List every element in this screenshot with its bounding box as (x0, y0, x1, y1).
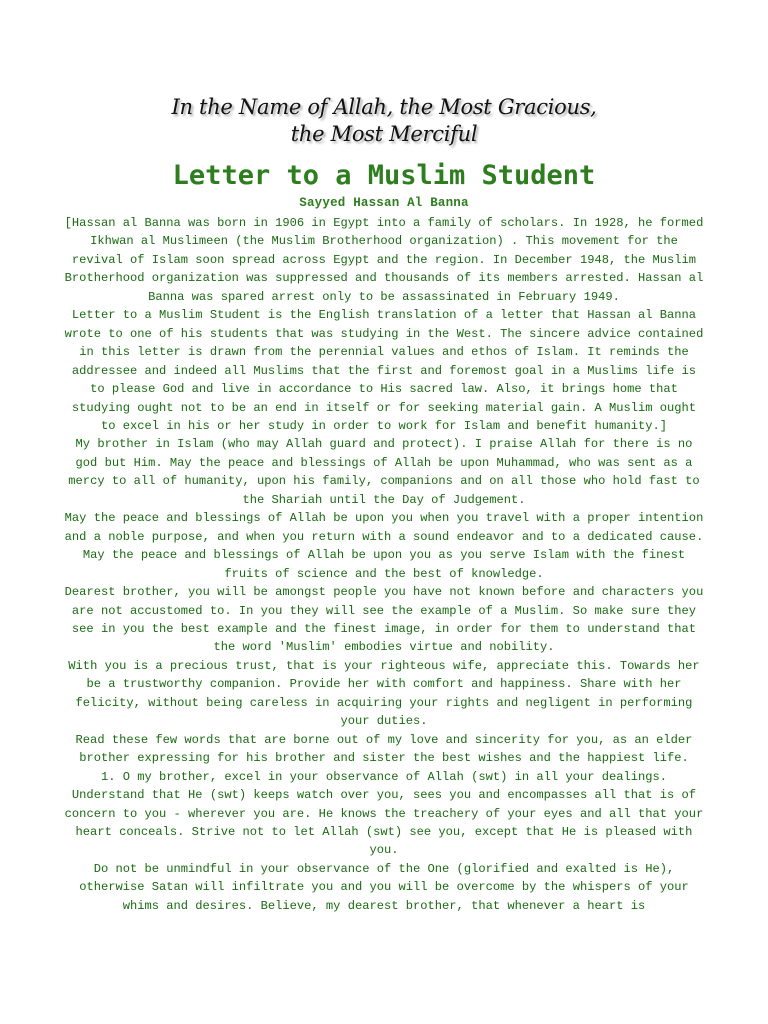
letter-paragraph-example: Dearest brother, you will be amongst people you have not known before and characters you are not accustomed to. In you they will see the example of a Muslim. So make sure they see in you the best example and the finest image, in order for them to understand that the word 'Muslim' embodies virtue and nobility. (64, 585, 704, 655)
letter-paragraph-greeting: My brother in Islam (who may Allah guard and protect). I praise Allah for there is no god but Him. May the peace and blessings of Allah be upon Muhammad, who was sent as a mercy to all of humanity, upon his family, companions and on all those who hold fast to the Shariah until the Day of Judgement. (68, 437, 700, 507)
intro-paragraph-2: Letter to a Muslim Student is the English translation of a letter that Hassan al Banna wrote to one of his students that was studying in the West. The sincere advice contained in this letter is drawn from the perennial values and ethos of Islam. It reminds the addressee and indeed all Muslims that the first and foremost goal in a Muslims life is to please God and live in accordance to His sacred law. Also, it brings home that studying ought not to be an end in itself or for seeking material gain. A Muslim ought to excel in his or her study in order to work for Islam and benefit humanity.] (64, 308, 704, 433)
letter-paragraph-read: Read these few words that are borne out of my love and sincerity for you, as an elder brother expressing for his brother and sister the best wishes and the happiest life. (75, 732, 693, 766)
letter-paragraph-point-1: 1. O my brother, excel in your observance of Allah (swt) in all your dealings. Understand that He (swt) keeps watch over you, sees you and encompasses all that is of concern to you - wherever you are. He knows the treachery of your eyes and all that your heart conceals. Strive not to let Allah (swt) see you, except that He is pleased with you. (64, 769, 704, 858)
author-name: Sayyed Hassan Al Banna (299, 196, 469, 210)
invocation-heading-line1: In the Name of Allah, the Most Gracious, (171, 95, 597, 119)
invocation-heading-line2: the Most Merciful (290, 122, 478, 146)
letter-body (62, 214, 706, 915)
letter-paragraph-serve: May the peace and blessings of Allah be upon you as you serve Islam with the finest fruits of science and the best of knowledge. (82, 548, 686, 581)
letter-paragraph-travel: May the peace and blessings of Allah be upon you when you travel with a proper intention and a noble purpose, and when you return with a sound endeavor and to a dedicated cause. (64, 511, 704, 544)
letter-paragraph-trust: With you is a precious trust, that is your righteous wife, appreciate this. Towards her be a trustworthy companion. Provide her with comfort and happiness. Share with her felicity, without being careless in acquiring your rights and negligent in performing your duties. (68, 658, 700, 729)
document-title: Letter to a Muslim Student (172, 160, 596, 191)
intro-paragraph-1: [Hassan al Banna was born in 1906 in Egypt into a family of scholars. In 1928, he formed Ikhwan al Muslimeen (the Muslim Brotherhood organization) . This movement for the revival of Islam soon spread across Egypt and the region. In December 1948, the Muslim Brotherhood organization was suppressed and thousands of its members arrested. Hassan al Banna was spared arrest only to be assassinated in February 1949. (64, 216, 704, 304)
letter-paragraph-unmindful: Do not be unmindful in your observance of the One (glorified and exalted is He), otherwise Satan will infiltrate you and you will be overcome by the whispers of your whims and desires. Believe, my dearest brother, that whenever a heart is (79, 861, 689, 913)
